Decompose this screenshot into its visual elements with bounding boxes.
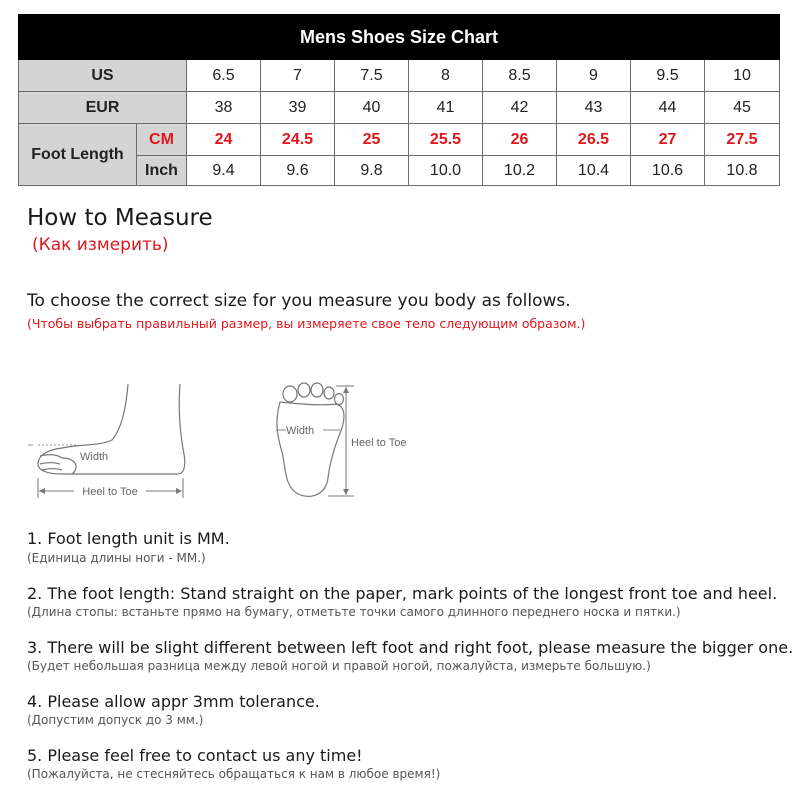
sole-width-label: Width [286, 425, 315, 437]
inch-size-cell: 9.8 [335, 156, 409, 186]
step-2-translation: (Длина стопы: встаньте прямо на бумагу, отметьте точки самого длинного переднего носка и пятки.) [27, 605, 681, 619]
eur-size-cell: 44 [631, 92, 705, 124]
how-to-measure-heading: How to Measure [27, 205, 213, 231]
foot-side-view-icon [38, 384, 185, 474]
inch-size-cell: 9.4 [187, 156, 261, 186]
inch-size-cell: 10.2 [483, 156, 557, 186]
side-length-label: Heel to Toe [82, 486, 138, 498]
cm-size-cell: 26.5 [557, 124, 631, 156]
us-size-cell: 9.5 [631, 60, 705, 92]
eur-size-cell: 43 [557, 92, 631, 124]
cm-size-cell: 26 [483, 124, 557, 156]
side-width-label: Width [80, 451, 109, 463]
step-3: 3. There will be slight different between left foot and right foot, please measure the bigger one. [27, 638, 794, 657]
eur-row [19, 92, 780, 124]
sole-length-label: Heel to Toe [351, 437, 407, 449]
inch-size-cell: 10.8 [705, 156, 780, 186]
foot-measurement-diagram [28, 378, 428, 508]
eur-size-cell: 42 [483, 92, 557, 124]
how-to-measure-subheading: (Как измерить) [32, 235, 169, 255]
us-row [19, 60, 780, 92]
inch-size-cell: 10.0 [409, 156, 483, 186]
cm-size-cell: 27 [631, 124, 705, 156]
step-5: 5. Please feel free to contact us any time! [27, 746, 363, 765]
intro-text-translation: (Чтобы выбрать правильный размер, вы измеряете свое тело следующим образом.) [27, 316, 586, 331]
foot-length-label: Foot Length [19, 124, 137, 186]
foot-sole-icon [277, 383, 344, 496]
us-size-cell: 9 [557, 60, 631, 92]
eur-size-cell: 38 [187, 92, 261, 124]
us-size-cell: 8.5 [483, 60, 557, 92]
eur-size-cell: 39 [261, 92, 335, 124]
cm-row [19, 124, 780, 156]
us-size-cell: 6.5 [187, 60, 261, 92]
us-size-cell: 7.5 [335, 60, 409, 92]
cm-size-cell: 25.5 [409, 124, 483, 156]
inch-size-cell: 9.6 [261, 156, 335, 186]
eur-label: EUR [19, 92, 187, 124]
us-size-cell: 7 [261, 60, 335, 92]
inch-label: Inch [137, 156, 187, 186]
cm-size-cell: 25 [335, 124, 409, 156]
step-2: 2. The foot length: Stand straight on the paper, mark points of the longest front toe and heel. [27, 584, 778, 603]
step-5-translation: (Пожалуйста, не стесняйтесь обращаться к нам в любое время!) [27, 767, 441, 781]
cm-size-cell: 27.5 [705, 124, 780, 156]
step-4: 4. Please allow appr 3mm tolerance. [27, 692, 320, 711]
chart-title: Mens Shoes Size Chart [19, 15, 780, 60]
intro-text: To choose the correct size for you measure you body as follows. [27, 291, 571, 311]
cm-size-cell: 24.5 [261, 124, 335, 156]
eur-size-cell: 40 [335, 92, 409, 124]
us-size-cell: 8 [409, 60, 483, 92]
cm-label: CM [137, 124, 187, 156]
eur-size-cell: 41 [409, 92, 483, 124]
size-chart-table [18, 14, 780, 186]
step-1: 1. Foot length unit is MM. [27, 529, 230, 548]
us-label: US [19, 60, 187, 92]
step-3-translation: (Будет небольшая разница между левой ногой и правой ногой, пожалуйста, измерьте большую.) [27, 659, 651, 673]
inch-size-cell: 10.4 [557, 156, 631, 186]
cm-size-cell: 24 [187, 124, 261, 156]
step-1-translation: (Единица длины ноги - ММ.) [27, 551, 206, 565]
inch-size-cell: 10.6 [631, 156, 705, 186]
us-size-cell: 10 [705, 60, 780, 92]
eur-size-cell: 45 [705, 92, 780, 124]
step-4-translation: (Допустим допуск до 3 мм.) [27, 713, 204, 727]
